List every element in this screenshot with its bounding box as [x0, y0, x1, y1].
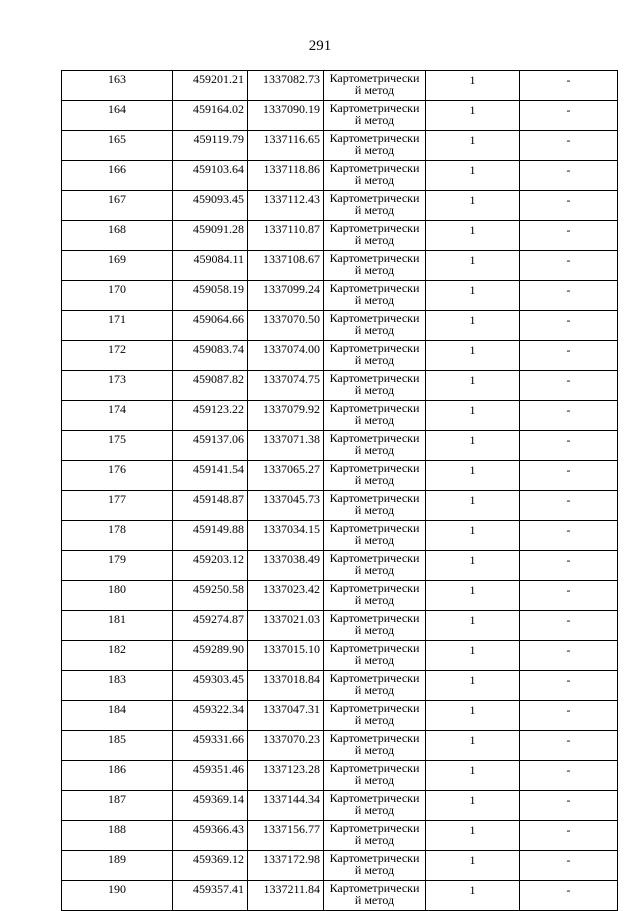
accuracy-cell: 1 — [426, 491, 520, 521]
y-coordinate-cell: 1337018.84 — [248, 671, 324, 701]
y-coordinate-cell: 1337023.42 — [248, 581, 324, 611]
table-row — [62, 821, 618, 851]
table-row — [62, 611, 618, 641]
y-coordinate-cell: 1337079.92 — [248, 401, 324, 431]
method-line-1: Картометрически — [329, 131, 420, 145]
table-row — [62, 731, 618, 761]
table-row — [62, 161, 618, 191]
method-line-2: й метод — [354, 803, 395, 817]
table-row — [62, 851, 618, 881]
table-row — [62, 281, 618, 311]
method-cell — [324, 761, 426, 791]
method-line-1: Картометрически — [329, 881, 420, 895]
method-cell — [324, 791, 426, 821]
description-cell: - — [520, 701, 618, 731]
x-coordinate-cell: 459203.12 — [173, 551, 248, 581]
accuracy-cell: 1 — [426, 281, 520, 311]
method-line-2: й метод — [354, 593, 395, 607]
point-number-cell: 167 — [62, 191, 173, 221]
y-coordinate-cell: 1337123.28 — [248, 761, 324, 791]
description-cell: - — [520, 551, 618, 581]
table-row — [62, 251, 618, 281]
method-line-1: Картометрически — [329, 551, 420, 565]
point-number-cell: 178 — [62, 521, 173, 551]
y-coordinate-cell: 1337070.23 — [248, 731, 324, 761]
x-coordinate-cell: 459164.02 — [173, 101, 248, 131]
point-number-cell: 179 — [62, 551, 173, 581]
point-number-cell: 175 — [62, 431, 173, 461]
method-cell — [324, 611, 426, 641]
accuracy-cell: 1 — [426, 311, 520, 341]
method-line-2: й метод — [354, 503, 395, 517]
x-coordinate-cell: 459064.66 — [173, 311, 248, 341]
x-coordinate-cell: 459369.14 — [173, 791, 248, 821]
y-coordinate-cell: 1337021.03 — [248, 611, 324, 641]
method-line-1: Картометрически — [329, 161, 420, 175]
method-cell — [324, 581, 426, 611]
method-cell — [324, 731, 426, 761]
method-cell — [324, 671, 426, 701]
accuracy-cell: 1 — [426, 551, 520, 581]
x-coordinate-cell: 459289.90 — [173, 641, 248, 671]
accuracy-cell: 1 — [426, 431, 520, 461]
table-row — [62, 701, 618, 731]
table-row — [62, 101, 618, 131]
method-cell — [324, 431, 426, 461]
method-line-1: Картометрически — [329, 461, 420, 475]
accuracy-cell: 1 — [426, 461, 520, 491]
x-coordinate-cell: 459119.79 — [173, 131, 248, 161]
method-line-2: й метод — [354, 893, 395, 907]
accuracy-cell: 1 — [426, 401, 520, 431]
point-number-cell: 165 — [62, 131, 173, 161]
table-row — [62, 341, 618, 371]
method-cell — [324, 461, 426, 491]
x-coordinate-cell: 459366.43 — [173, 821, 248, 851]
method-line-2: й метод — [354, 83, 395, 97]
table-row — [62, 191, 618, 221]
table-row — [62, 491, 618, 521]
description-cell: - — [520, 281, 618, 311]
accuracy-cell: 1 — [426, 191, 520, 221]
method-line-1: Картометрически — [329, 791, 420, 805]
x-coordinate-cell: 459087.82 — [173, 371, 248, 401]
accuracy-cell: 1 — [426, 641, 520, 671]
table-row — [62, 551, 618, 581]
x-coordinate-cell: 459091.28 — [173, 221, 248, 251]
method-line-1: Картометрически — [329, 221, 420, 235]
description-cell: - — [520, 101, 618, 131]
y-coordinate-cell: 1337211.84 — [248, 881, 324, 911]
method-line-1: Картометрически — [329, 341, 420, 355]
x-coordinate-cell: 459083.74 — [173, 341, 248, 371]
y-coordinate-cell: 1337065.27 — [248, 461, 324, 491]
description-cell: - — [520, 761, 618, 791]
x-coordinate-cell: 459148.87 — [173, 491, 248, 521]
accuracy-cell: 1 — [426, 161, 520, 191]
description-cell: - — [520, 461, 618, 491]
table-row — [62, 401, 618, 431]
point-number-cell: 181 — [62, 611, 173, 641]
point-number-cell: 168 — [62, 221, 173, 251]
accuracy-cell: 1 — [426, 881, 520, 911]
point-number-cell: 173 — [62, 371, 173, 401]
x-coordinate-cell: 459058.19 — [173, 281, 248, 311]
method-line-1: Картометрически — [329, 821, 420, 835]
description-cell: - — [520, 401, 618, 431]
method-line-2: й метод — [354, 293, 395, 307]
y-coordinate-cell: 1337082.73 — [248, 71, 324, 101]
method-line-1: Картометрически — [329, 521, 420, 535]
x-coordinate-cell: 459123.22 — [173, 401, 248, 431]
x-coordinate-cell: 459351.46 — [173, 761, 248, 791]
point-number-cell: 171 — [62, 311, 173, 341]
accuracy-cell: 1 — [426, 821, 520, 851]
y-coordinate-cell: 1337047.31 — [248, 701, 324, 731]
method-line-1: Картометрически — [329, 431, 420, 445]
point-number-cell: 166 — [62, 161, 173, 191]
table-row — [62, 881, 618, 911]
description-cell: - — [520, 581, 618, 611]
x-coordinate-cell: 459093.45 — [173, 191, 248, 221]
method-cell — [324, 521, 426, 551]
y-coordinate-cell: 1337156.77 — [248, 821, 324, 851]
point-number-cell: 177 — [62, 491, 173, 521]
accuracy-cell: 1 — [426, 371, 520, 401]
method-cell — [324, 371, 426, 401]
description-cell: - — [520, 221, 618, 251]
table-row — [62, 131, 618, 161]
accuracy-cell: 1 — [426, 101, 520, 131]
accuracy-cell: 1 — [426, 731, 520, 761]
x-coordinate-cell: 459137.06 — [173, 431, 248, 461]
accuracy-cell: 1 — [426, 521, 520, 551]
point-number-cell: 186 — [62, 761, 173, 791]
y-coordinate-cell: 1337045.73 — [248, 491, 324, 521]
y-coordinate-cell: 1337116.65 — [248, 131, 324, 161]
method-cell — [324, 641, 426, 671]
method-cell — [324, 491, 426, 521]
x-coordinate-cell: 459357.41 — [173, 881, 248, 911]
method-line-2: й метод — [354, 863, 395, 877]
y-coordinate-cell: 1337172.98 — [248, 851, 324, 881]
method-line-2: й метод — [354, 203, 395, 217]
method-cell — [324, 701, 426, 731]
method-line-2: й метод — [354, 143, 395, 157]
table-row — [62, 431, 618, 461]
method-cell — [324, 341, 426, 371]
y-coordinate-cell: 1337112.43 — [248, 191, 324, 221]
coordinates-table — [61, 70, 618, 911]
table-row — [62, 791, 618, 821]
description-cell: - — [520, 791, 618, 821]
method-line-2: й метод — [354, 683, 395, 697]
x-coordinate-cell: 459149.88 — [173, 521, 248, 551]
description-cell: - — [520, 671, 618, 701]
method-cell — [324, 131, 426, 161]
description-cell: - — [520, 251, 618, 281]
y-coordinate-cell: 1337099.24 — [248, 281, 324, 311]
x-coordinate-cell: 459303.45 — [173, 671, 248, 701]
point-number-cell: 188 — [62, 821, 173, 851]
method-line-2: й метод — [354, 263, 395, 277]
x-coordinate-cell: 459331.66 — [173, 731, 248, 761]
table-row — [62, 311, 618, 341]
table-row — [62, 671, 618, 701]
point-number-cell: 187 — [62, 791, 173, 821]
x-coordinate-cell: 459322.34 — [173, 701, 248, 731]
accuracy-cell: 1 — [426, 581, 520, 611]
y-coordinate-cell: 1337090.19 — [248, 101, 324, 131]
description-cell: - — [520, 431, 618, 461]
point-number-cell: 185 — [62, 731, 173, 761]
point-number-cell: 163 — [62, 71, 173, 101]
accuracy-cell: 1 — [426, 221, 520, 251]
point-number-cell: 182 — [62, 641, 173, 671]
method-line-1: Картометрически — [329, 701, 420, 715]
method-line-2: й метод — [354, 833, 395, 847]
method-line-1: Картометрически — [329, 101, 420, 115]
method-line-2: й метод — [354, 473, 395, 487]
description-cell: - — [520, 611, 618, 641]
accuracy-cell: 1 — [426, 341, 520, 371]
description-cell: - — [520, 341, 618, 371]
method-line-1: Картометрически — [329, 671, 420, 685]
table-row — [62, 521, 618, 551]
description-cell: - — [520, 71, 618, 101]
method-line-2: й метод — [354, 173, 395, 187]
description-cell: - — [520, 851, 618, 881]
method-cell — [324, 851, 426, 881]
method-line-2: й метод — [354, 563, 395, 577]
point-number-cell: 164 — [62, 101, 173, 131]
table-row — [62, 71, 618, 101]
x-coordinate-cell: 459103.64 — [173, 161, 248, 191]
description-cell: - — [520, 131, 618, 161]
method-line-1: Картометрически — [329, 641, 420, 655]
point-number-cell: 184 — [62, 701, 173, 731]
accuracy-cell: 1 — [426, 851, 520, 881]
x-coordinate-cell: 459369.12 — [173, 851, 248, 881]
method-line-2: й метод — [354, 323, 395, 337]
table-row — [62, 761, 618, 791]
table-row — [62, 221, 618, 251]
method-cell — [324, 551, 426, 581]
accuracy-cell: 1 — [426, 701, 520, 731]
accuracy-cell: 1 — [426, 611, 520, 641]
table-row — [62, 461, 618, 491]
method-line-1: Картометрически — [329, 401, 420, 415]
point-number-cell: 189 — [62, 851, 173, 881]
coordinates-table-body — [62, 71, 618, 911]
point-number-cell: 174 — [62, 401, 173, 431]
point-number-cell: 170 — [62, 281, 173, 311]
y-coordinate-cell: 1337118.86 — [248, 161, 324, 191]
description-cell: - — [520, 641, 618, 671]
description-cell: - — [520, 311, 618, 341]
method-line-1: Картометрически — [329, 851, 420, 865]
accuracy-cell: 1 — [426, 791, 520, 821]
x-coordinate-cell: 459274.87 — [173, 611, 248, 641]
method-line-1: Картометрически — [329, 191, 420, 205]
y-coordinate-cell: 1337071.38 — [248, 431, 324, 461]
point-number-cell: 172 — [62, 341, 173, 371]
method-line-2: й метод — [354, 773, 395, 787]
x-coordinate-cell: 459250.58 — [173, 581, 248, 611]
method-cell — [324, 71, 426, 101]
description-cell: - — [520, 371, 618, 401]
method-line-1: Картометрически — [329, 611, 420, 625]
method-cell — [324, 401, 426, 431]
y-coordinate-cell: 1337074.75 — [248, 371, 324, 401]
method-line-2: й метод — [354, 623, 395, 637]
description-cell: - — [520, 731, 618, 761]
method-line-1: Картометрически — [329, 281, 420, 295]
y-coordinate-cell: 1337038.49 — [248, 551, 324, 581]
y-coordinate-cell: 1337034.15 — [248, 521, 324, 551]
method-cell — [324, 821, 426, 851]
method-line-1: Картометрически — [329, 71, 420, 85]
method-line-1: Картометрически — [329, 761, 420, 775]
x-coordinate-cell: 459084.11 — [173, 251, 248, 281]
point-number-cell: 169 — [62, 251, 173, 281]
method-line-2: й метод — [354, 353, 395, 367]
table-row — [62, 581, 618, 611]
method-line-1: Картометрически — [329, 581, 420, 595]
method-line-2: й метод — [354, 113, 395, 127]
description-cell: - — [520, 161, 618, 191]
point-number-cell: 180 — [62, 581, 173, 611]
method-line-1: Картометрически — [329, 731, 420, 745]
accuracy-cell: 1 — [426, 131, 520, 161]
method-cell — [324, 191, 426, 221]
table-row — [62, 641, 618, 671]
page-number: 291 — [308, 38, 332, 54]
method-line-2: й метод — [354, 533, 395, 547]
method-line-2: й метод — [354, 653, 395, 667]
method-cell — [324, 311, 426, 341]
method-line-2: й метод — [354, 743, 395, 757]
y-coordinate-cell: 1337074.00 — [248, 341, 324, 371]
method-cell — [324, 221, 426, 251]
method-line-1: Картометрически — [329, 491, 420, 505]
y-coordinate-cell: 1337070.50 — [248, 311, 324, 341]
description-cell: - — [520, 191, 618, 221]
method-line-1: Картометрически — [329, 311, 420, 325]
point-number-cell: 176 — [62, 461, 173, 491]
description-cell: - — [520, 821, 618, 851]
description-cell: - — [520, 881, 618, 911]
accuracy-cell: 1 — [426, 251, 520, 281]
method-line-2: й метод — [354, 413, 395, 427]
method-line-2: й метод — [354, 713, 395, 727]
accuracy-cell: 1 — [426, 671, 520, 701]
y-coordinate-cell: 1337110.87 — [248, 221, 324, 251]
method-cell — [324, 101, 426, 131]
method-cell — [324, 881, 426, 911]
point-number-cell: 183 — [62, 671, 173, 701]
method-line-2: й метод — [354, 443, 395, 457]
method-line-2: й метод — [354, 233, 395, 247]
y-coordinate-cell: 1337015.10 — [248, 641, 324, 671]
method-line-1: Картометрически — [329, 371, 420, 385]
method-cell — [324, 161, 426, 191]
description-cell: - — [520, 521, 618, 551]
description-cell: - — [520, 491, 618, 521]
method-cell — [324, 251, 426, 281]
accuracy-cell: 1 — [426, 71, 520, 101]
x-coordinate-cell: 459141.54 — [173, 461, 248, 491]
point-number-cell: 190 — [62, 881, 173, 911]
y-coordinate-cell: 1337108.67 — [248, 251, 324, 281]
table-row — [62, 371, 618, 401]
y-coordinate-cell: 1337144.34 — [248, 791, 324, 821]
method-line-1: Картометрически — [329, 251, 420, 265]
method-cell — [324, 281, 426, 311]
method-line-2: й метод — [354, 383, 395, 397]
accuracy-cell: 1 — [426, 761, 520, 791]
x-coordinate-cell: 459201.21 — [173, 71, 248, 101]
